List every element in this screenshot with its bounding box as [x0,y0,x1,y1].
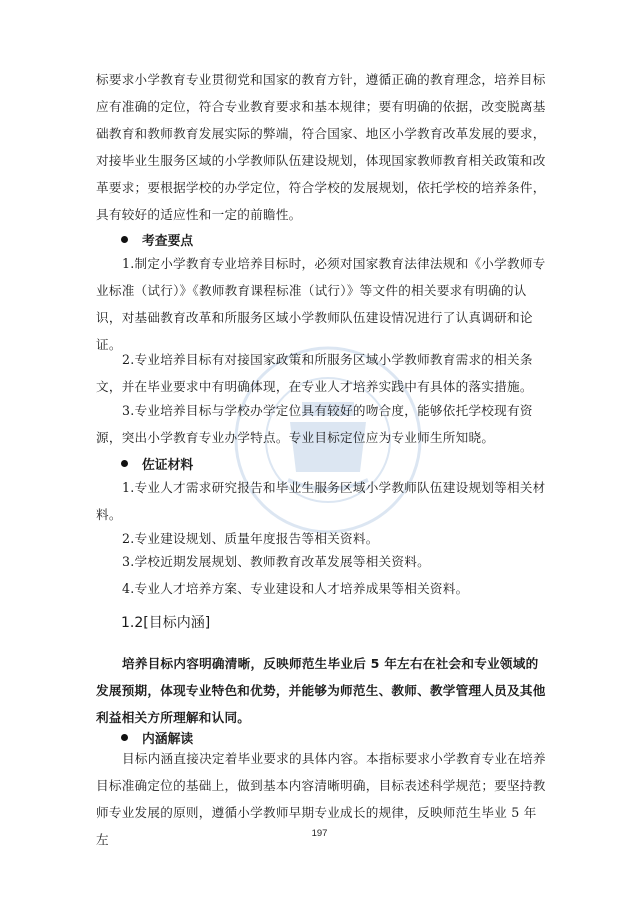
intro-paragraph: 标要求小学教育专业贯彻党和国家的教育方针，遵循正确的教育理念，培养目标应有准确的定位，符合专业教育要求和基本规律；要有明确的依据，改变脱离基础教育和教师教育发展实际的弊端，符合国家、地区小学教育改革发展的要求，对接毕业生服务区域的小学教师队伍建设规划，体现国家教师教育相关政策和改革要求；要根据学校的办学定位，符合学校的发展规划，依托学校的培养条件，具有较好的适应性和一定的前瞻性。 [96,72,546,222]
check-item-1: 1.制定小学教育专业培养目标时，必须对国家教育法律法规和《小学教师专业标准（试行）》《教师教育课程标准（试行）》等文件的相关要求有明确的认识，对基础教育改革和所服务区域小学教师队伍建设情况进行了认真调研和论证。 [96,256,546,352]
interpretation-paragraph: 目标内涵直接决定着毕业要求的具体内容。本指标要求小学教育专业在培养目标准确定位的基础上，做到基本内容清晰明确，目标表述科学规范；要坚持教师专业发展的原则，遵循小学教师早期专业成长的规律，反映师范生毕业 5 年左 [96,751,546,847]
bullet-icon [121,734,128,741]
page-number: 197 [311,828,328,839]
evidence-item-3: 3.学校近期发展规划、教师教育改革发展等相关资料。 [122,554,430,569]
evidence-item-2: 2.专业建设规划、质量年度报告等相关资料。 [122,531,379,546]
check-points-heading: 考查要点 [121,232,193,252]
bullet-icon [121,236,128,243]
interpretation-heading: 内涵解读 [121,730,193,750]
section-title: 1.2[目标内涵] [121,615,211,631]
evidence-item-1: 1.专业人才需求研究报告和毕业生服务区域小学教师队伍建设规划等相关材料。 [96,480,546,522]
check-item-3: 3.专业培养目标与学校办学定位具有较好的吻合度，能够依托学校现有资源，突出小学教育专业办学特点。专业目标定位应为专业师生所知晓。 [96,403,533,445]
check-item-2: 2.专业培养目标有对接国家政策和所服务区域小学教师教育需求的相关条文，并在毕业要求中有明确体现，在专业人才培养实践中有具体的落实措施。 [96,352,533,394]
standard-statement: 培养目标内容明确清晰，反映师范生毕业后 5 年左右在社会和专业领域的发展预期，体现专业特色和优势，并能够为师范生、教师、教学管理人员及其他利益相关方所理解和认同。 [96,656,546,725]
evidence-heading: 佐证材料 [121,456,193,476]
bullet-icon [121,460,128,467]
evidence-item-4: 4.专业人才培养方案、专业建设和人才培养成果等相关资料。 [122,581,469,596]
